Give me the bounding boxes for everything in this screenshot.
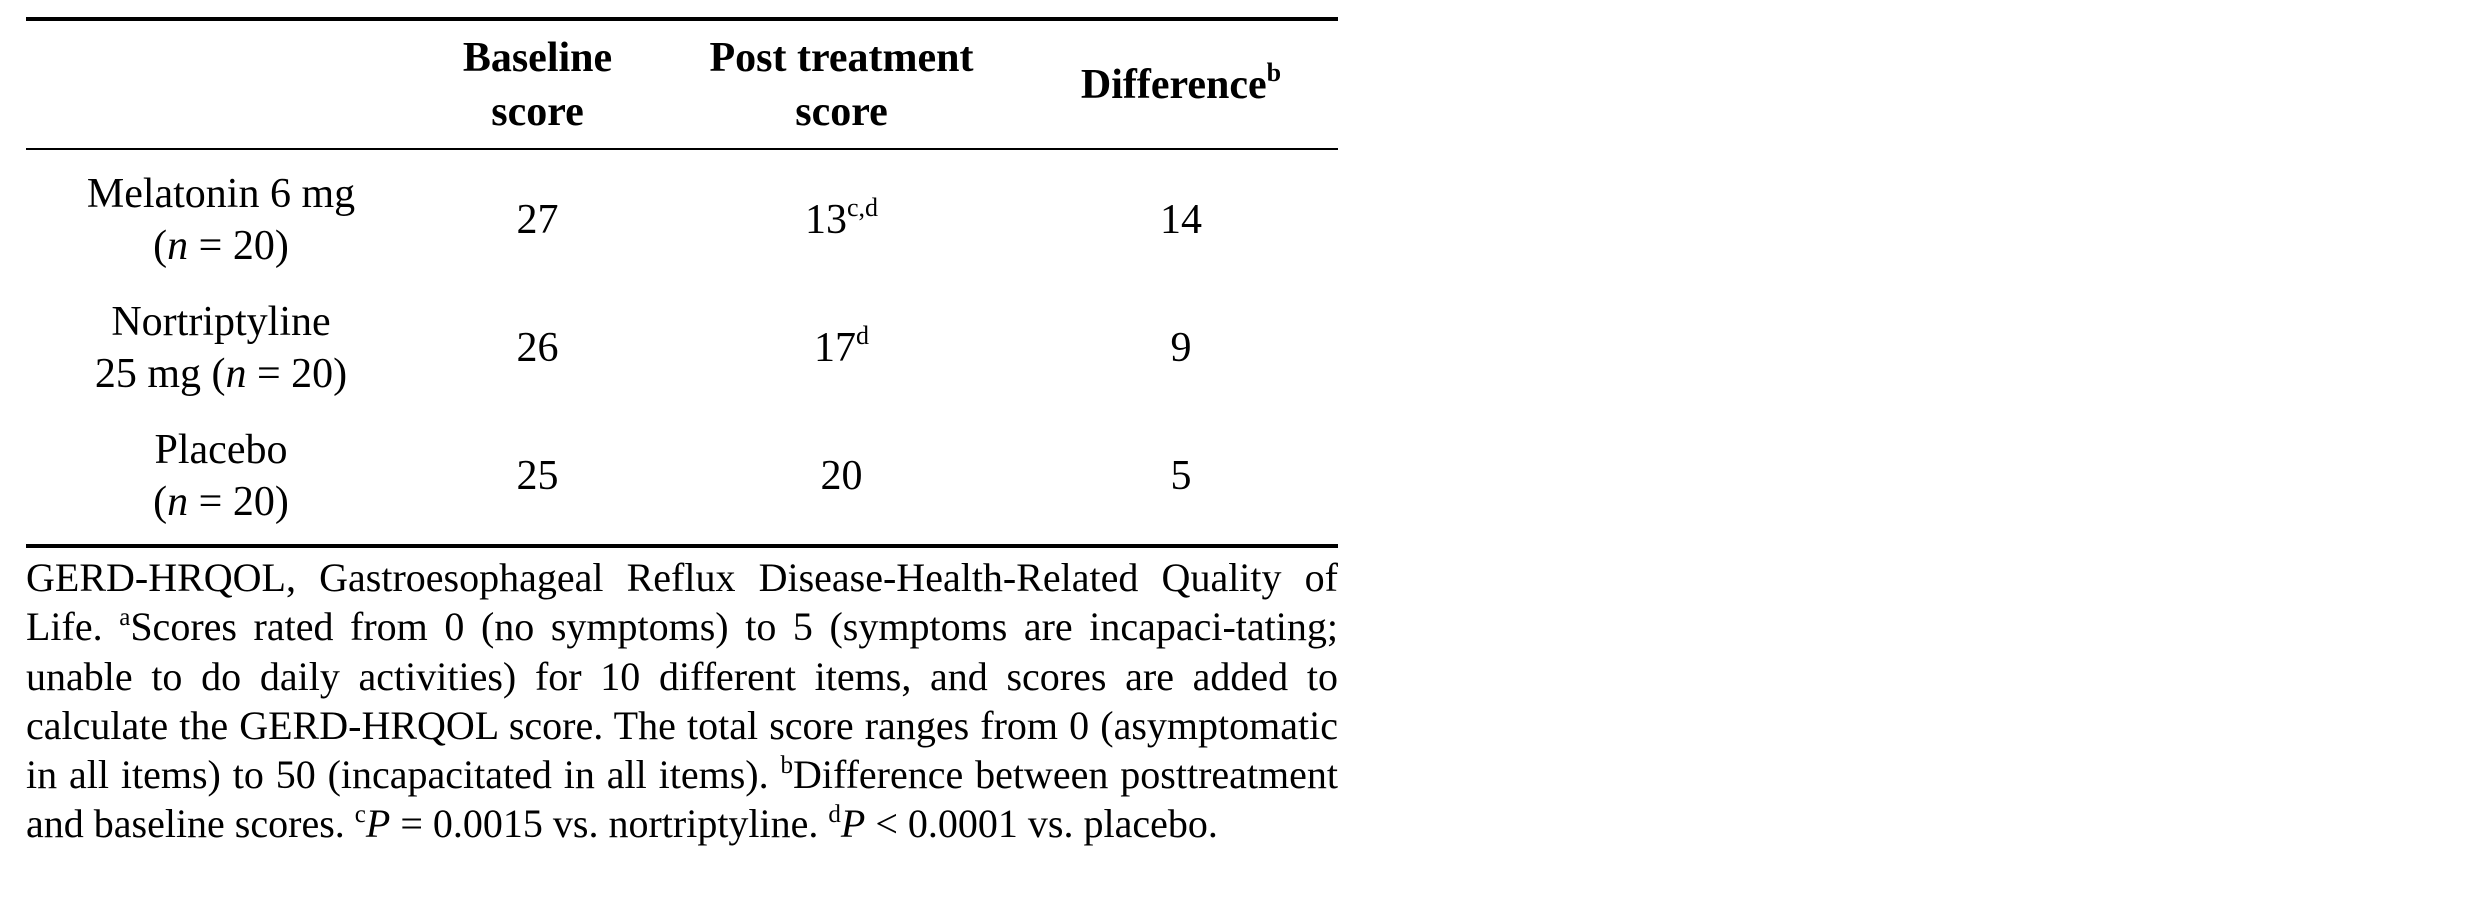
table-header-row — [26, 19, 1338, 149]
baseline-cell: 27 — [516, 197, 559, 243]
difference-cell: 5 — [1170, 453, 1192, 499]
group-cell: Nortriptyline 25 mg (n = 20) — [94, 299, 348, 397]
results-table-container — [26, 17, 1338, 548]
footnote-marker-cd: c,d — [846, 193, 879, 222]
baseline-cell: 25 — [516, 453, 559, 499]
post-treatment-cell: 20 — [820, 453, 863, 499]
difference-cell: 14 — [1160, 197, 1202, 243]
gerd-hrqol-scores-table — [26, 17, 1338, 548]
difference-cell: 9 — [1170, 325, 1192, 371]
table-footnote: GERD-HRQOL, Gastroesophageal Reflux Disease-Health-Related Quality of Life. $^a$Scores rated from 0 (no symptoms) to 5 (symptoms are incapaci-tating; unable to do daily activities) for 10 different items, and scores are added to calculate the GERD-HRQOL score. The total score ranges from 0 (asymptomatic in all items) to 50 (incapacitated in all items). $^b$Difference between posttreatment and baseline scores. $^c$P = 0.0015 vs. nortriptyline. $^d$P < 0.0001 vs. placebo. — [26, 555, 1339, 847]
header-post-treatment-score: Post treatment score — [709, 34, 974, 135]
baseline-cell: 26 — [516, 325, 559, 371]
post-treatment-cell: 17$^d$ — [814, 321, 869, 371]
table-row-placebo — [26, 412, 1338, 546]
group-cell: Placebo (n = 20) — [153, 427, 289, 525]
group-cell: Melatonin 6 mg (n = 20) — [86, 171, 356, 269]
footnote-marker-d: d — [856, 321, 869, 350]
table-row-melatonin — [26, 149, 1338, 284]
post-treatment-cell: 13$^{c,d}$ — [804, 193, 879, 243]
header-difference: Difference$^b$ — [1080, 57, 1282, 108]
footnote-marker-b: b — [1266, 57, 1282, 87]
header-baseline-score: Baseline score — [462, 34, 613, 135]
header-group-empty — [26, 19, 416, 149]
table-row-nortriptyline — [26, 284, 1338, 412]
